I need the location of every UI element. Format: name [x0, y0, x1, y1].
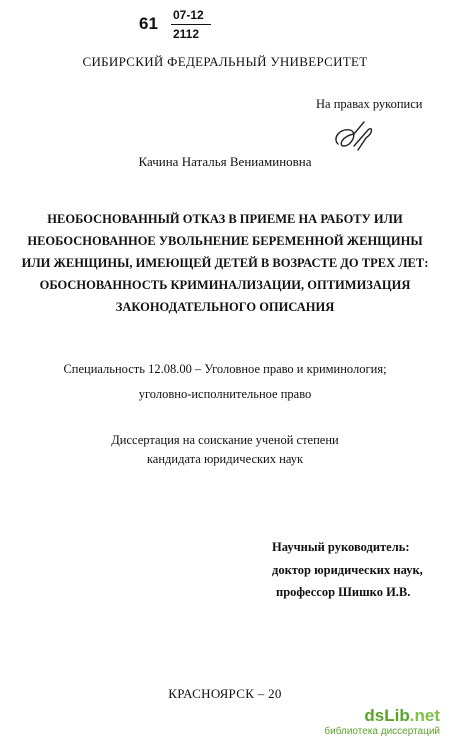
degree-statement: Диссертация на соискание ученой степени	[111, 433, 339, 447]
university-name: СИБИРСКИЙ ФЕДЕРАЛЬНЫЙ УНИВЕРСИТЕТ	[82, 54, 368, 69]
catalog-code	[139, 8, 219, 44]
watermark-logo-tld: .net	[409, 706, 440, 725]
watermark	[324, 706, 448, 742]
title-line: ИЛИ ЖЕНЩИНЫ, ИМЕЮЩЕЙ ДЕТЕЙ В ВОЗРАСТЕ ДО ТРЕХ ЛЕТ:	[21, 256, 429, 270]
catalog-code-numerator: 07-12	[173, 8, 204, 22]
supervisor-name: профессор Шишко И.В.	[276, 585, 411, 599]
specialty-line: Специальность 12.08.00 – Уголовное право и криминология;	[63, 362, 387, 376]
supervisor-degree: доктор юридических наук,	[272, 563, 423, 577]
watermark-logo-main: dsLib	[364, 706, 410, 725]
fraction-line	[171, 24, 211, 25]
degree-name: кандидата юридических наук	[146, 452, 304, 466]
specialty-line-continued: уголовно-исполнительное право	[138, 387, 312, 401]
watermark-caption: библиотека диссертаций	[324, 726, 440, 737]
title-line: НЕОБОСНОВАННОЕ УВОЛЬНЕНИЕ БЕРЕМЕННОЙ ЖЕНЩИНЫ	[27, 234, 423, 248]
manuscript-rights-note: На правах рукописи	[316, 97, 423, 111]
city-year: КРАСНОЯРСК – 20	[168, 686, 282, 701]
author-name: Качина Наталья Вениаминовна	[138, 154, 312, 169]
title-line: НЕОБОСНОВАННЫЙ ОТКАЗ В ПРИЕМЕ НА РАБОТУ ИЛИ	[47, 212, 403, 226]
watermark-logo	[364, 706, 440, 726]
catalog-code-prefix: 61	[139, 14, 158, 33]
supervisor-label: Научный руководитель:	[272, 540, 410, 554]
dissertation-title	[20, 208, 430, 318]
title-line: ОБОСНОВАННОСТЬ КРИМИНАЛИЗАЦИИ, ОПТИМИЗАЦИЯ	[39, 278, 411, 292]
title-line: ЗАКОНОДАТЕЛЬНОГО ОПИСАНИЯ	[115, 300, 335, 314]
catalog-code-denominator: 2112	[173, 27, 200, 41]
handwritten-signature	[328, 116, 378, 158]
